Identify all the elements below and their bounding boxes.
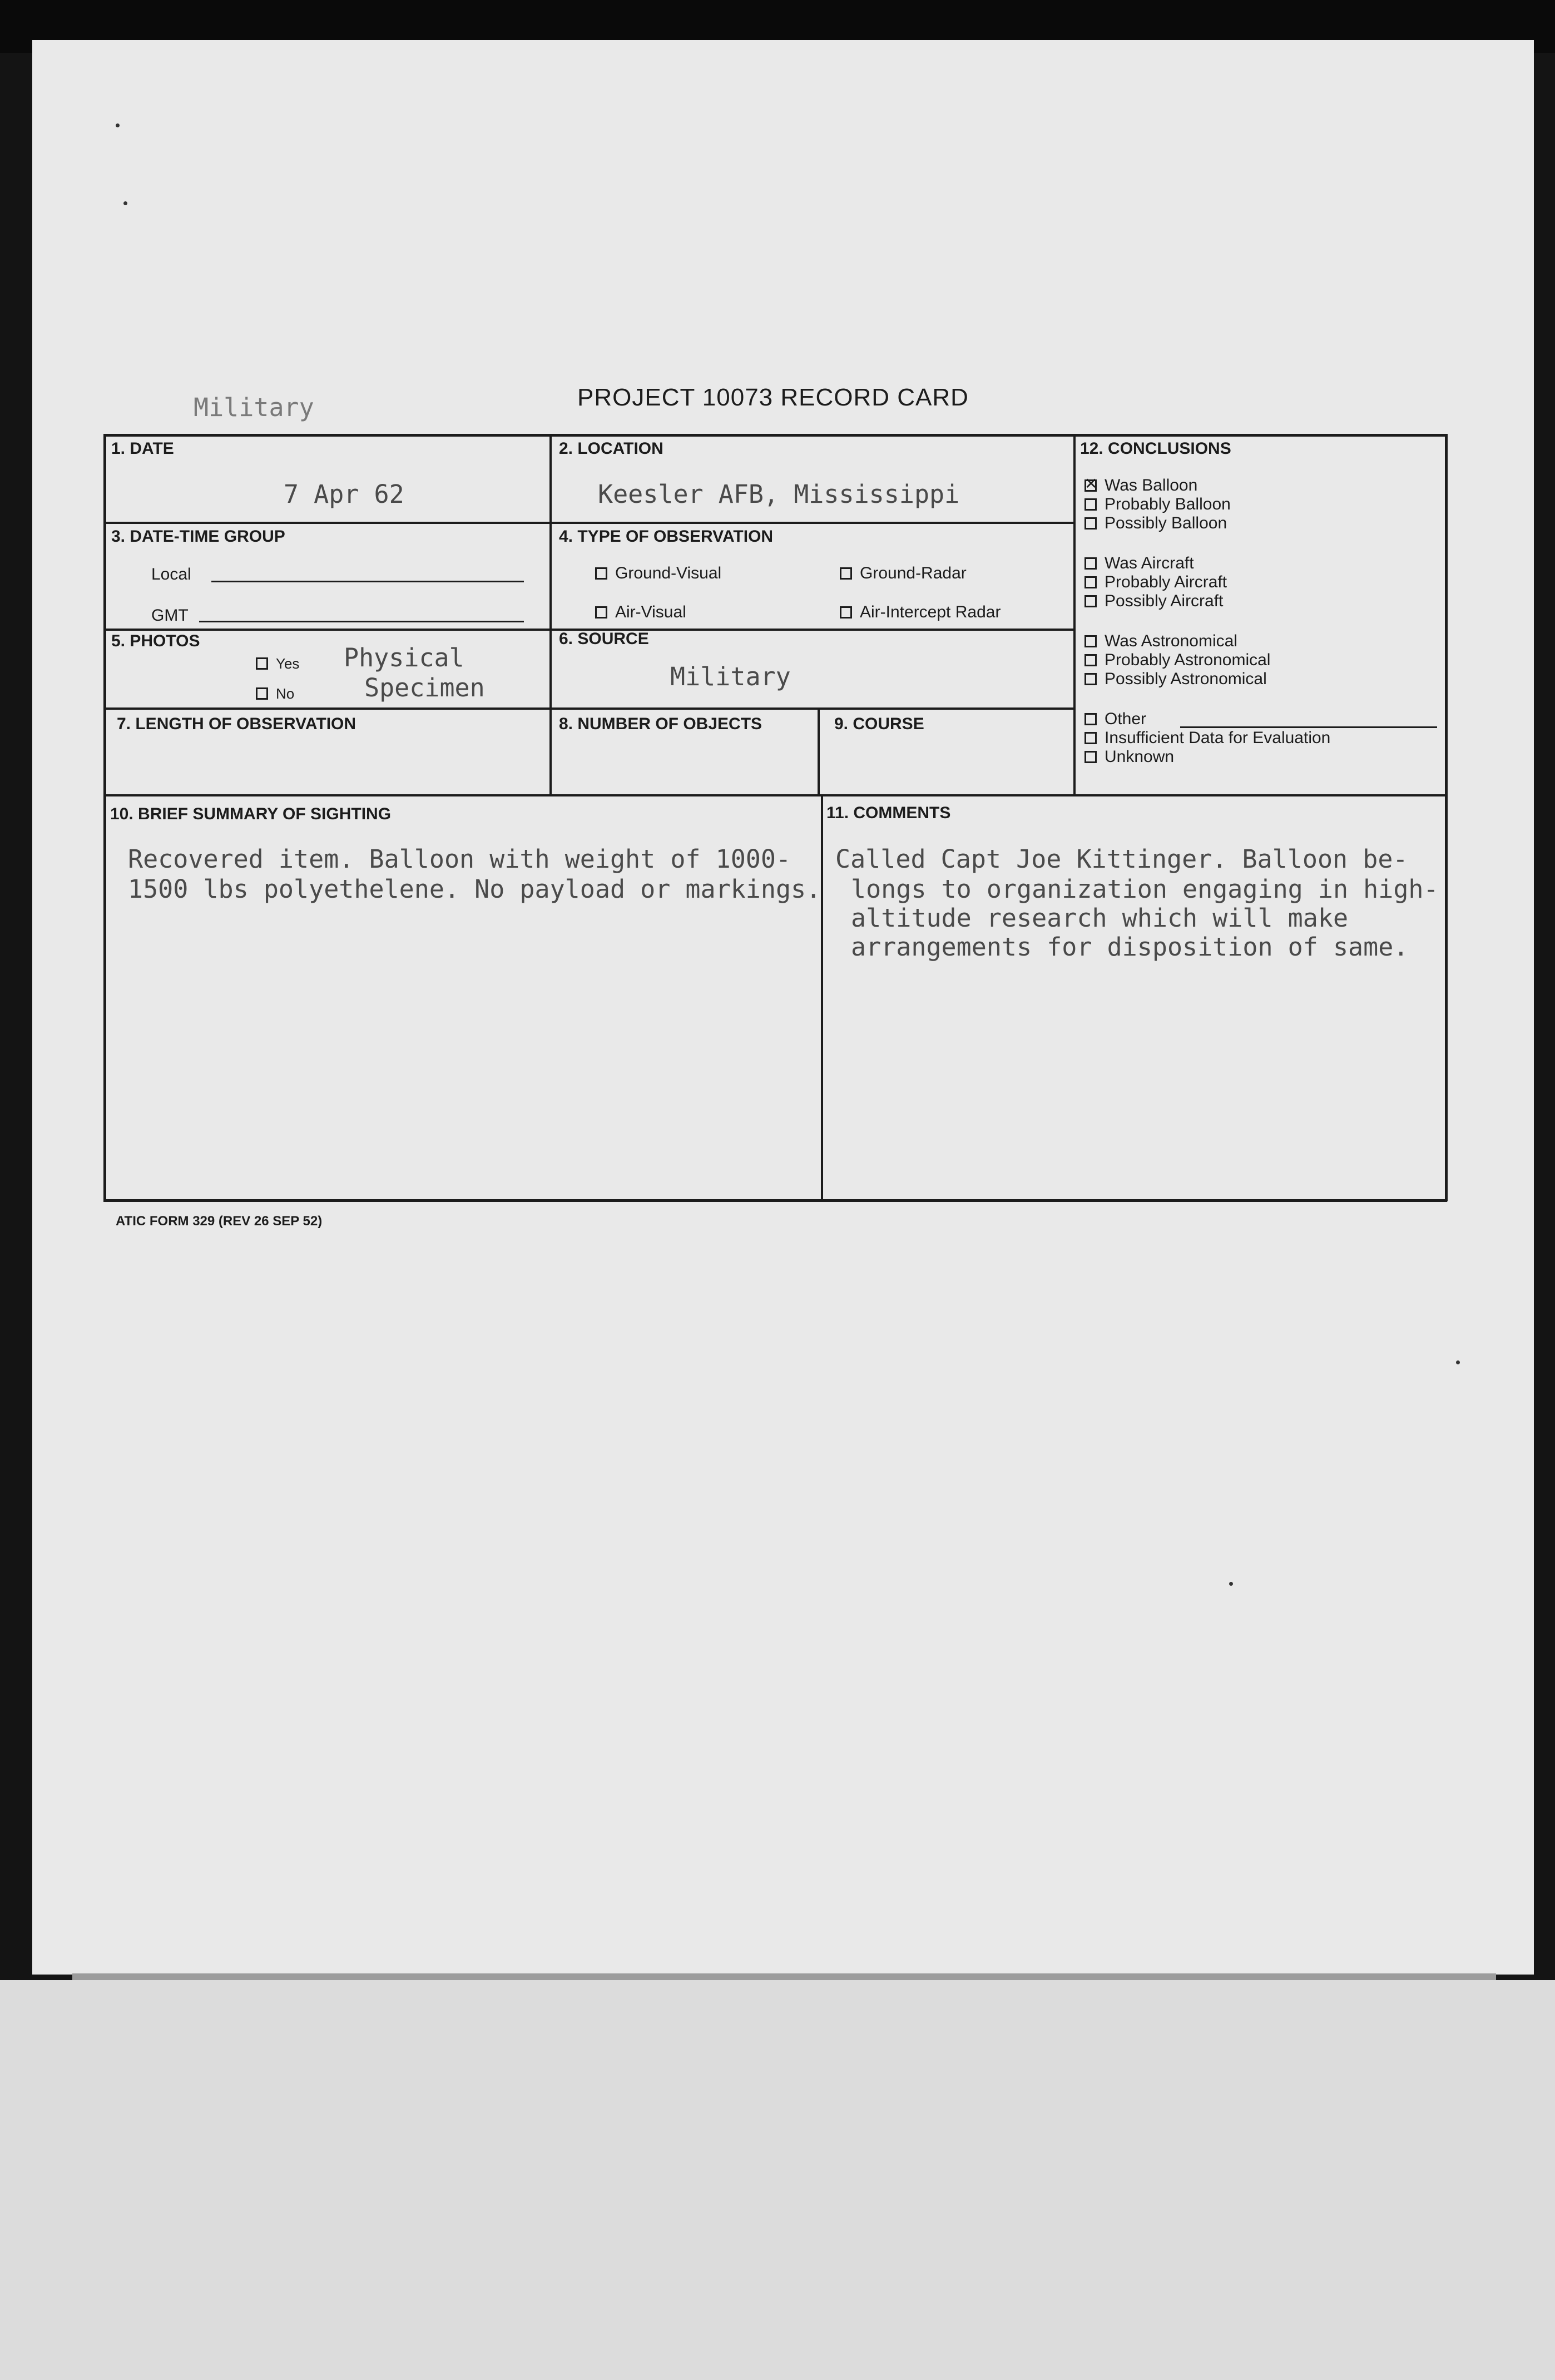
record-card-sheet [32,40,1534,1975]
checkbox-icon[interactable] [595,567,607,580]
comments-line4: arrangements for disposition of same. [851,932,1409,962]
divider-row4 [103,794,1447,796]
number-of-objects-label: 8. NUMBER OF OBJECTS [559,715,762,733]
checkbox-icon[interactable] [1084,517,1097,530]
checkbox-icon[interactable] [1084,595,1097,607]
brief-summary-line1: Recovered item. Balloon with weight of 1000- [128,844,791,874]
photos-note-line1: Physical [344,643,464,672]
frame-bottom [103,1199,1447,1202]
checkbox-icon[interactable] [256,657,268,670]
checkbox-icon[interactable] [1084,751,1097,763]
checkbox-icon[interactable] [1084,635,1097,647]
photos-no[interactable]: No [256,685,294,702]
photos-note-line2: Specimen [364,673,485,702]
source-value: Military [670,662,791,691]
gmt-field-line [199,621,524,622]
checkbox-icon[interactable] [1084,576,1097,588]
form-id: ATIC FORM 329 (REV 26 SEP 52) [116,1214,323,1229]
location-value: Keesler AFB, Mississippi [598,479,960,509]
checkbox-icon[interactable] [840,606,852,618]
date-time-group-label: 3. DATE-TIME GROUP [111,527,285,546]
photos-yes[interactable]: Yes [256,655,299,672]
conclusion-was-astronomical[interactable]: Was Astronomical [1084,632,1237,651]
conclusion-possibly-aircraft[interactable]: Possibly Aircraft [1084,592,1223,611]
dust-speck [1456,1360,1460,1364]
checkbox-icon[interactable] [1084,654,1097,666]
gmt-label: GMT [151,606,189,625]
divider-col2 [1073,434,1076,795]
date-value: 7 Apr 62 [284,479,404,509]
comments-line3: altitude research which will make [851,903,1349,933]
checkbox-icon[interactable] [1084,673,1097,685]
photos-label: 5. PHOTOS [111,632,200,650]
checkbox-checked-icon[interactable] [1084,479,1097,492]
checkbox-icon[interactable] [1084,498,1097,511]
checkbox-icon[interactable] [1084,713,1097,725]
checkbox-icon[interactable] [1084,557,1097,570]
divider-10-11 [821,794,823,1200]
conclusion-unknown[interactable]: Unknown [1084,748,1174,766]
location-label: 2. LOCATION [559,439,663,458]
date-label: 1. DATE [111,439,174,458]
other-field-line [1180,726,1437,728]
dust-speck [116,123,120,127]
brief-summary-label: 10. BRIEF SUMMARY OF SIGHTING [110,805,392,823]
type-of-observation-label: 4. TYPE OF OBSERVATION [559,527,774,546]
frame-left [103,434,106,1201]
checkbox-icon[interactable] [595,606,607,618]
divider-col1 [549,434,552,795]
scan-lower-area [0,1980,1555,2380]
local-label: Local [151,565,191,583]
checkbox-icon[interactable] [840,567,852,580]
comments-line1: Called Capt Joe Kittinger. Balloon be- [835,844,1408,874]
conclusion-probably-balloon[interactable]: Probably Balloon [1084,495,1231,514]
divider-row1 [103,522,1073,524]
conclusion-possibly-balloon[interactable]: Possibly Balloon [1084,514,1227,533]
observation-ground-radar[interactable]: Ground-Radar [840,564,967,583]
comments-label: 11. COMMENTS [826,804,951,822]
conclusion-probably-astronomical[interactable]: Probably Astronomical [1084,651,1270,670]
local-field-line [211,581,524,582]
source-label: 6. SOURCE [559,630,649,648]
checkbox-icon[interactable] [256,687,268,700]
conclusion-was-balloon[interactable]: ✕Was Balloon [1084,476,1197,495]
conclusion-was-aircraft[interactable]: Was Aircraft [1084,554,1194,573]
corner-note: Military [194,393,314,422]
divider-8-9 [818,707,820,795]
form-title: PROJECT 10073 RECORD CARD [577,384,969,411]
conclusion-other[interactable]: Other [1084,710,1146,729]
dust-speck [1229,1582,1233,1586]
observation-air-visual[interactable]: Air-Visual [595,603,686,622]
observation-air-intercept-radar[interactable]: Air-Intercept Radar [840,603,1001,622]
checkbox-icon[interactable] [1084,732,1097,744]
divider-row3 [103,707,1073,710]
conclusion-possibly-astronomical[interactable]: Possibly Astronomical [1084,670,1267,689]
dust-speck [123,201,127,205]
comments-line2: longs to organization engaging in high- [851,874,1439,904]
course-label: 9. COURSE [834,715,924,733]
length-of-observation-label: 7. LENGTH OF OBSERVATION [117,715,356,733]
conclusion-insufficient-data[interactable]: Insufficient Data for Evaluation [1084,729,1330,748]
brief-summary-line2: 1500 lbs polyethelene. No payload or markings. [128,874,821,904]
observation-ground-visual[interactable]: Ground-Visual [595,564,721,583]
frame-top [103,434,1447,437]
conclusion-probably-aircraft[interactable]: Probably Aircraft [1084,573,1227,592]
conclusions-label: 12. CONCLUSIONS [1080,439,1231,458]
frame-right [1445,434,1448,1201]
